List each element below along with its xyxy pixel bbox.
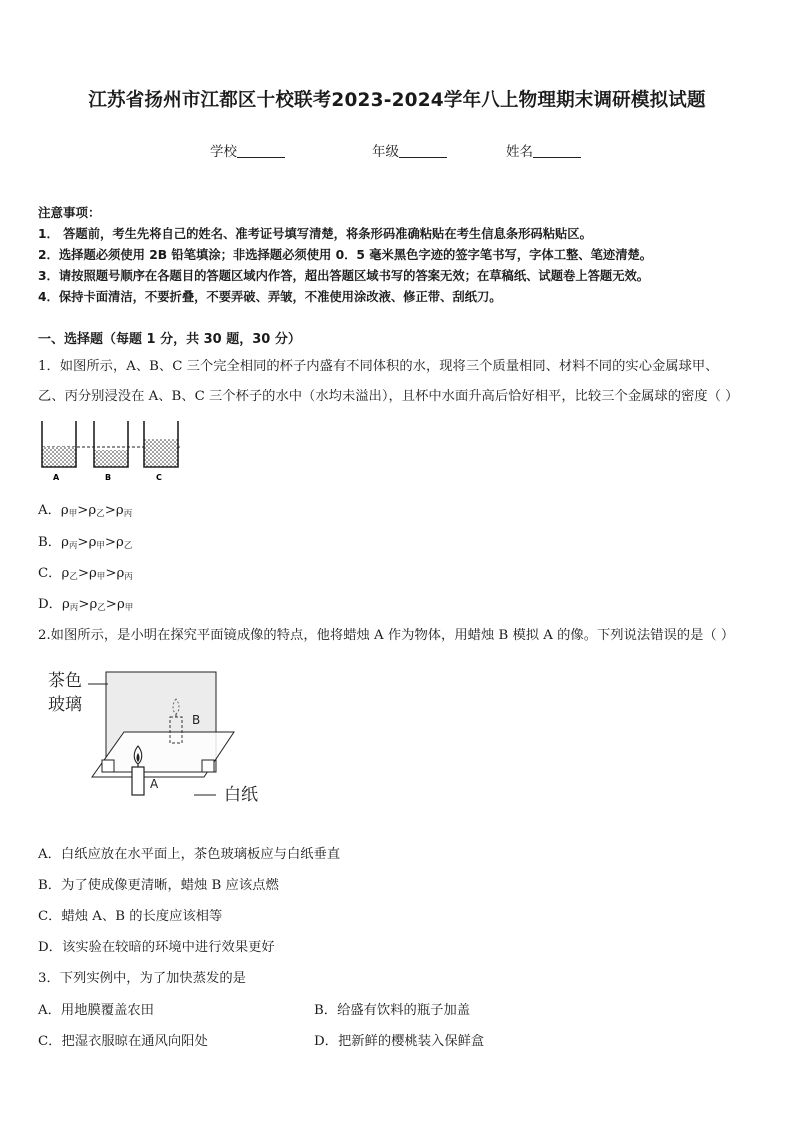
subscript: 丙 (124, 572, 133, 582)
notice-item: 3．请按照题号顺序在各题目的答题区域内作答，超出答题区域书写的答案无效；在草稿纸、试题卷上答题无效。 (38, 269, 650, 283)
subscript: 乙 (96, 509, 105, 519)
option-letter: D． (38, 597, 62, 612)
q1-stem-line1: 1．如图所示，A、B、C 三个完全相同的杯子内盛有不同体积的水，现将三个质量相同、材料不同的实心金属球甲、 (38, 359, 719, 374)
cup-b (94, 421, 128, 467)
name-blank (533, 145, 581, 158)
cup-a-label: A (53, 473, 60, 482)
notice-item: 2．选择题必须使用 2B 铅笔填涂；非选择题必须使用 0．5 毫米黑色字迹的签字笔书写，字体工整、笔迹清楚。 (38, 248, 653, 262)
cup-a (42, 421, 76, 467)
q2-stem: 2.如图所示，是小明在探究平面镜成像的特点，他将蜡烛 A 作为物体，用蜡烛 B 模拟 A 的像。下列说法错误的是（ ） (38, 628, 735, 643)
subscript: 甲 (68, 509, 78, 519)
grade-blank (399, 145, 447, 158)
glass-label-line2: 玻璃 (48, 695, 82, 715)
rho: ρ (61, 566, 70, 581)
cup-c (144, 421, 178, 467)
q2-option-a[interactable]: A．白纸应放在水平面上，茶色玻璃板应与白纸垂直 (38, 847, 341, 862)
rho: >ρ (77, 566, 97, 581)
q1-option-d[interactable] (38, 593, 133, 613)
q3-option-c[interactable]: C．把湿衣服晾在通风向阳处 (38, 1034, 208, 1049)
q3-option-d[interactable]: D．把新鲜的樱桃装入保鲜盒 (314, 1034, 485, 1049)
support-block-left (102, 760, 114, 772)
candle-b-label: B (192, 713, 201, 727)
subscript: 甲 (96, 572, 106, 582)
rho: ρ (60, 503, 69, 518)
q2-option-d[interactable]: D．该实验在较暗的环境中进行效果更好 (38, 940, 275, 955)
notice-heading: 注意事项： (38, 205, 101, 220)
option-letter: B． (38, 535, 62, 550)
rho: ρ (61, 597, 70, 612)
option-letter: C． (38, 566, 62, 581)
q3-stem: 3．下列实例中，为了加快蒸发的是 (38, 971, 246, 986)
subscript: 甲 (124, 603, 134, 613)
rho: >ρ (105, 597, 125, 612)
rho: >ρ (104, 535, 124, 550)
section-heading: 一、选择题（每题 1 分，共 30 题，30 分） (38, 332, 301, 347)
glass-label-line1: 茶色 (48, 671, 82, 691)
subscript: 乙 (97, 603, 106, 613)
rho: >ρ (77, 535, 97, 550)
subscript: 丙 (68, 541, 78, 551)
cup-c-label: C (156, 473, 162, 482)
exam-title: 江苏省扬州市江都区十校联考2023-2024学年八上物理期末调研模拟试题 (88, 90, 706, 111)
rho: >ρ (78, 597, 98, 612)
rho: >ρ (77, 503, 97, 518)
option-letter: A． (38, 503, 61, 518)
q1-option-c[interactable] (38, 562, 133, 582)
q1-option-a[interactable] (38, 499, 132, 519)
rho: ρ (61, 535, 69, 550)
q3-option-b[interactable]: B．给盛有饮料的瓶子加盖 (314, 1003, 471, 1018)
school-blank (237, 145, 285, 158)
q2-option-c[interactable]: C．蜡烛 A、B 的长度应该相等 (38, 909, 223, 924)
subscript: 甲 (96, 541, 105, 551)
grade-field (372, 140, 447, 160)
grade-label: 年级 (372, 144, 399, 160)
cups-figure (36, 415, 186, 485)
notice-item: 1． 答题前，考生先将自己的姓名、准考证号填写清楚，将条形码准确粘贴在考生信息条形码粘贴区。 (38, 227, 592, 241)
name-field (506, 140, 581, 160)
q1-option-b[interactable] (38, 531, 132, 551)
subscript: 乙 (69, 572, 78, 582)
mirror-experiment-figure (44, 662, 274, 812)
candle-a-label: A (150, 777, 159, 791)
subscript: 乙 (123, 541, 133, 551)
name-label: 姓名 (506, 144, 533, 160)
cup-b-label: B (105, 473, 112, 482)
q3-option-a[interactable]: A．用地膜覆盖农田 (38, 1003, 154, 1018)
notice-item: 4．保持卡面清洁，不要折叠，不要弄破、弄皱，不准使用涂改液、修正带、刮纸刀。 (38, 290, 502, 304)
subscript: 丙 (123, 509, 133, 519)
rho: >ρ (105, 566, 125, 581)
paper-label: 白纸 (224, 785, 258, 805)
q2-option-b[interactable]: B．为了使成像更清晰，蜡烛 B 应该点燃 (38, 878, 279, 893)
school-field (210, 140, 285, 160)
rho: >ρ (104, 503, 124, 518)
q1-stem-line2: 乙、丙分别浸没在 A、B、C 三个杯子的水中（水均未溢出），且杯中水面升高后恰好相平，比较三个金属球的密度（ ） (38, 389, 739, 404)
subscript: 丙 (69, 603, 79, 613)
support-block-right (202, 760, 214, 772)
school-label: 学校 (210, 144, 237, 160)
